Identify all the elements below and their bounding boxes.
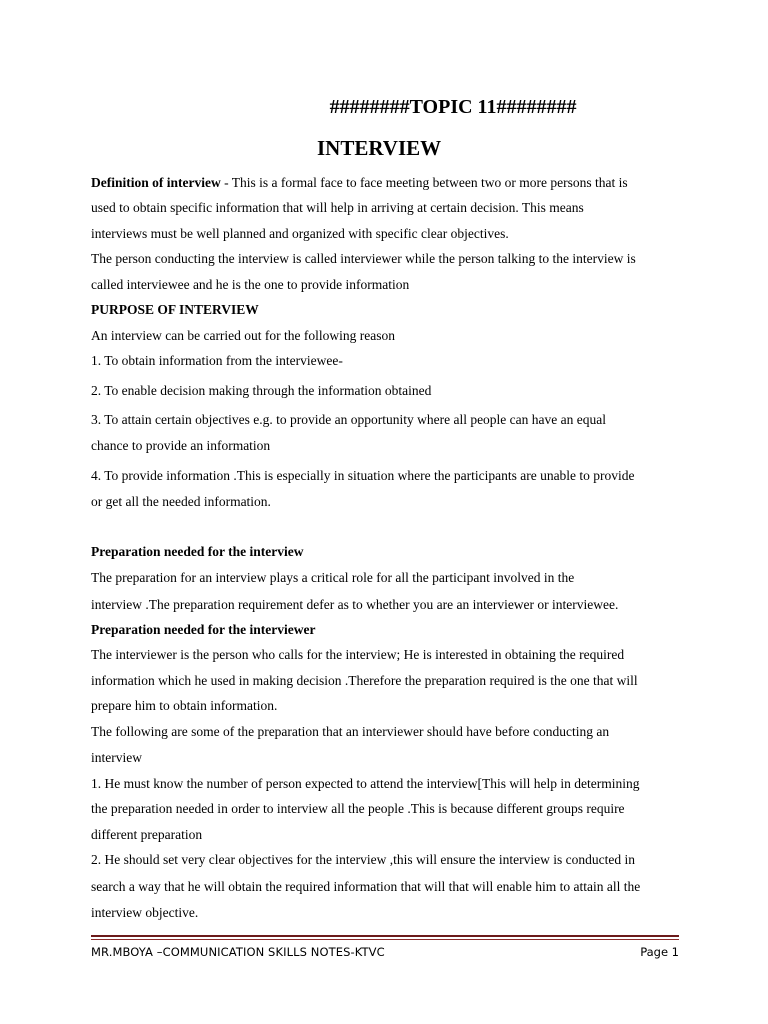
topic-heading: ########TOPIC 11######## [329, 96, 577, 118]
footer-divider [91, 935, 679, 937]
page-title: INTERVIEW [317, 136, 442, 160]
interviewer-line-5: interview [91, 750, 142, 765]
interviewer-line-7: the preparation needed in order to interview all the people .This is because different groups require [91, 801, 625, 816]
purpose-item-1: 1. To obtain information from the interviewee- [91, 353, 343, 368]
interviewer-line-4: The following are some of the preparation that an interviewer should have before conducting an [91, 724, 610, 739]
interviewer-line-9: 2. He should set very clear objectives for the interview ,this will ensure the interview is conducted in [91, 852, 635, 867]
definition-line-3: interviews must be well planned and organized with specific clear objectives. [91, 226, 509, 241]
interviewer-heading: Preparation needed for the interviewer [91, 622, 316, 637]
interviewer-line-8: different preparation [91, 827, 203, 842]
definition-line-5: called interviewee and he is the one to provide information [91, 277, 410, 292]
footer-divider-thin [91, 939, 679, 940]
preparation-line-2: interview .The preparation requirement defer as to whether you are an interviewer or interviewee. [91, 597, 619, 612]
definition-text: - This is a formal face to face meeting between two or more persons that is [220, 175, 628, 190]
page-number: Page 1 [640, 945, 679, 959]
interviewer-line-1: The interviewer is the person who calls for the interview; He is interested in obtaining the required [91, 647, 625, 662]
purpose-item-3-cont: chance to provide an information [91, 438, 271, 453]
definition-term: Definition of interview [91, 175, 221, 190]
footer-author: MR.MBOYA –COMMUNICATION SKILLS NOTES-KTVC [91, 945, 385, 959]
purpose-item-2: 2. To enable decision making through the information obtained [91, 383, 432, 398]
preparation-line-1: The preparation for an interview plays a critical role for all the participant involved in the [91, 570, 575, 585]
purpose-heading: PURPOSE OF INTERVIEW [91, 302, 259, 317]
purpose-item-3: 3. To attain certain objectives e.g. to provide an opportunity where all people can have an equal [91, 412, 606, 427]
purpose-intro: An interview can be carried out for the following reason [91, 328, 396, 343]
definition-line-4: The person conducting the interview is called interviewer while the person talking to the interview is [91, 251, 636, 266]
interviewer-line-6: 1. He must know the number of person expected to attend the interview[This will help in determining [91, 776, 640, 791]
interviewer-line-11: interview objective. [91, 905, 199, 920]
preparation-heading: Preparation needed for the interview [91, 544, 304, 559]
interviewer-line-10: search a way that he will obtain the required information that will that will enable him to attain all the [91, 879, 641, 894]
purpose-item-4: 4. To provide information .This is especially in situation where the participants are unable to provide [91, 468, 635, 483]
purpose-item-4-cont: or get all the needed information. [91, 494, 271, 509]
interviewer-line-3: prepare him to obtain information. [91, 698, 278, 713]
definition-line-1 [91, 174, 691, 192]
definition-line-2: used to obtain specific information that will help in arriving at certain decision. This means [91, 200, 584, 215]
interviewer-line-2: information which he used in making decision .Therefore the preparation required is the one that will [91, 673, 638, 688]
